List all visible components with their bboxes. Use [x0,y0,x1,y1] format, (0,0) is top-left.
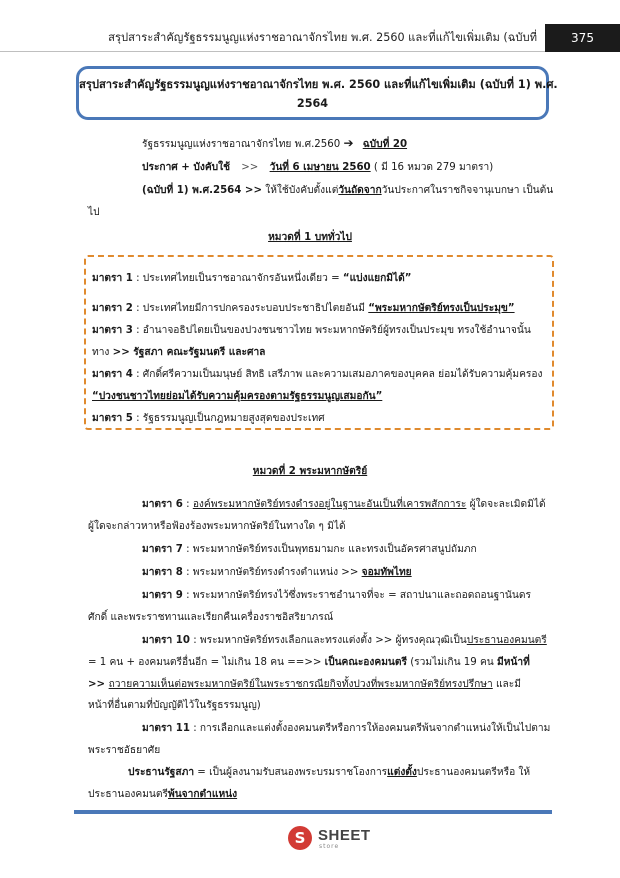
section-9 [142,587,531,603]
section-10-total: (รวมไม่เกิน 19 คน [406,657,497,668]
section-2-emphasis: “พระมหากษัตริย์ทรงเป็นประมุข” [368,303,515,314]
section-3-continuation: ทาง [92,347,113,358]
intro-promulgation-date: วันที่ 6 เมษายน 2560 [269,162,371,173]
section-10-text: : พระมหากษัตริย์ทรงเลือกและทรงแต่งตั้ง >> ผู้ทรงคุณวุฒิเป็น [189,635,467,646]
section-5-label: มาตรา 5 [92,413,133,424]
section-4-emphasis: “ปวงชนชาวไทยย่อมได้รับความคุ้มครองตามรัฐธรรมนูญเสมอกัน” [92,391,383,402]
section-2-label: มาตรา 2 [92,303,133,314]
section-8-text: : พระมหากษัตริย์ทรงดำรงตำแหน่ง >> [182,567,362,578]
parliament-president-text-2: ประธานองคมนตรีหรือ ให้ [416,767,531,778]
section-4 [92,366,542,382]
section-11-label: มาตรา 11 [142,723,190,734]
section-10-label: มาตรา 10 [142,635,190,646]
intro-row-2 [142,159,493,175]
parliament-president-text: = เป็นผู้ลงนามรับสนองพระบรมราชโองการ [194,767,388,778]
section-6-emphasis: องค์พระมหากษัตริย์ทรงดำรงอยู่ในฐานะอันเป็นที่เคารพสักการะ [192,499,467,510]
logo-wordmark: SHEET [318,827,371,844]
section-2 [92,300,515,316]
intro-promulgation-label: ประกาศ + บังคับใช้ [142,162,231,173]
running-header [0,22,545,52]
section-8-emphasis: จอมทัพไทย [361,567,412,578]
section-10 [142,632,547,648]
section-9-label: มาตรา 9 [142,590,183,601]
section-7-text: : พระมหากษัตริย์ทรงเป็นพุทธมามกะ และทรงเป็นอัครศาสนูปถัมภก [182,544,477,555]
section-5-text: : รัฐธรรมนูญเป็นกฎหมายสูงสุดของประเทศ [136,413,325,424]
intro-amendment-text-b: วันประกาศในราชกิจจานุเบกษา เป็นต้น [381,185,554,196]
parliament-president-removal: พ้นจากตำแหน่ง [168,789,238,800]
section-11-text: : การเลือกและแต่งตั้งองคมนตรีหรือการให้องคมนตรีพ้นจากตำแหน่งให้เป็นไปตาม [189,723,551,734]
parliament-president [128,764,530,780]
section-4-text: : ศักดิ์ศรีความเป็นมนุษย์ สิทธิ เสรีภาพ และความเสมอภาคของบุคคล ย่อมได้รับความคุ้มครอง [136,369,543,380]
section-10-line-3 [88,676,521,692]
section-10-emphasis: ประธานองคมนตรี [466,635,547,646]
chapter-2-heading: หมวดที่ 2 พระมหากษัตริย์ [252,466,368,477]
intro-amendment-text-a: ให้ใช้บังคับตั้งแต่ [265,185,339,196]
section-11 [142,720,550,736]
intro-separator: >> [241,162,259,173]
section-7-label: มาตรา 7 [142,544,183,555]
section-10-duty: ถวายความเห็นต่อพระมหากษัตริย์ในพระราชกรณียกิจทั้งปวงที่พระมหากษัตริย์ทรงปรึกษา [108,679,493,690]
document-title-line-1: สรุปสาระสำคัญรัฐธรรมนูญแห่งราชอาณาจักรไทย พ.ศ. 2560 และที่แก้ไขเพิ่มเติม (ฉบับที่ 1) พ.ศ. [79,78,558,91]
running-header-title: สรุปสาระสำคัญรัฐธรรมนูญแห่งราชอาณาจักรไทย พ.ศ. 2560 และที่แก้ไขเพิ่มเติม (ฉบับที่ [108,31,537,44]
arrow-right-icon: ➔ [343,136,354,150]
section-3-text: : อำนาจอธิปไตยเป็นของปวงชนชาวไทย พระมหากษัตริย์ผู้ทรงเป็นประมุข ทรงใช้อำนาจนั้น [136,325,531,336]
section-1-text: : ประเทศไทยเป็นราชอาณาจักรอันหนึ่งเดียว = [136,273,343,284]
intro-chapter-count: ( มี 16 หมวด 279 มาตรา) [373,162,494,173]
document-title-box [76,66,558,120]
section-1-emphasis: “แบ่งแยกมิได้” [342,273,412,284]
section-3-emphasis: >> รัฐสภา คณะรัฐมนตรี และศาล [112,347,266,358]
section-10-council: เป็นคณะองคมนตรี [324,657,407,668]
section-6-text: ผู้ใดจะละเมิดมิได้ [466,499,546,510]
section-8-label: มาตรา 8 [142,567,183,578]
section-10-duty-label: มีหน้าที่ [497,657,530,668]
section-10-line-2 [88,654,530,670]
section-6-colon: : [182,499,193,510]
section-11-line-2: พระราชอัธยาศัย [88,745,161,756]
section-3 [92,322,531,338]
section-2-text: : ประเทศไทยมีการปกครองระบอบประชาธิปไตยอันมี [136,303,369,314]
section-10-line-4: หน้าที่อื่นตามที่บัญญัติไว้ในรัฐธรรมนูญ) [88,700,261,711]
section-6 [142,496,546,512]
section-1-label: มาตรา 1 [92,273,133,284]
section-9-line-2: ศักดิ์ และพระราชทานและเรียกคืนเครื่องราชอิสริยาภรณ์ [88,612,334,623]
parliament-president-emphasis: แต่งตั้ง [387,767,417,778]
section-9-text: : พระมหากษัตริย์ทรงไว้ซึ่งพระราชอำนาจที่จะ = สถาปนาและถอดถอนฐานันดร [182,590,531,601]
logo-mark-icon: S [288,826,312,850]
section-7 [142,541,477,557]
intro-constitution-name: รัฐธรรมนูญแห่งราชอาณาจักรไทย พ.ศ.2560 [142,139,341,150]
logo-subtext: store [319,843,340,850]
parliament-president-line-2 [88,786,237,802]
footer-rule [74,810,552,814]
section-10-duty-tail: และมี [492,679,521,690]
section-6-label: มาตรา 6 [142,499,183,510]
section-8 [142,564,412,580]
section-3-label: มาตรา 3 [92,325,133,336]
section-5 [92,410,325,426]
chapter-1-heading: หมวดที่ 1 บททั่วไป [268,232,352,243]
intro-amendment-label: (ฉบับที่ 1) พ.ศ.2564 >> [142,185,262,196]
section-1 [92,270,411,286]
intro-row-3 [142,182,553,198]
parliament-president-continuation: ประธานองคมนตรี [88,789,168,800]
section-10-count-text: = 1 คน + องคมนตรีอื่นอีก = ไม่เกิน 18 คน ==>> [88,657,325,668]
page-number: 375 [545,24,620,52]
section-4-label: มาตรา 4 [92,369,133,380]
intro-row-4: ไป [88,207,100,218]
sheet-store-logo [288,826,378,850]
intro-row-1 [142,136,407,152]
intro-edition: ฉบับที่ 20 [362,139,408,150]
section-6-line-2: ผู้ใดจะกล่าวหาหรือฟ้องร้องพระมหากษัตริย์ในทางใด ๆ มิได้ [88,521,346,532]
section-3-line-2 [92,344,265,360]
section-10-arrow: >> [88,679,109,690]
intro-amendment-emphasis: วันถัดจาก [338,185,382,196]
document-title-line-2: 2564 [296,97,329,110]
parliament-president-label: ประธานรัฐสภา [128,767,195,778]
